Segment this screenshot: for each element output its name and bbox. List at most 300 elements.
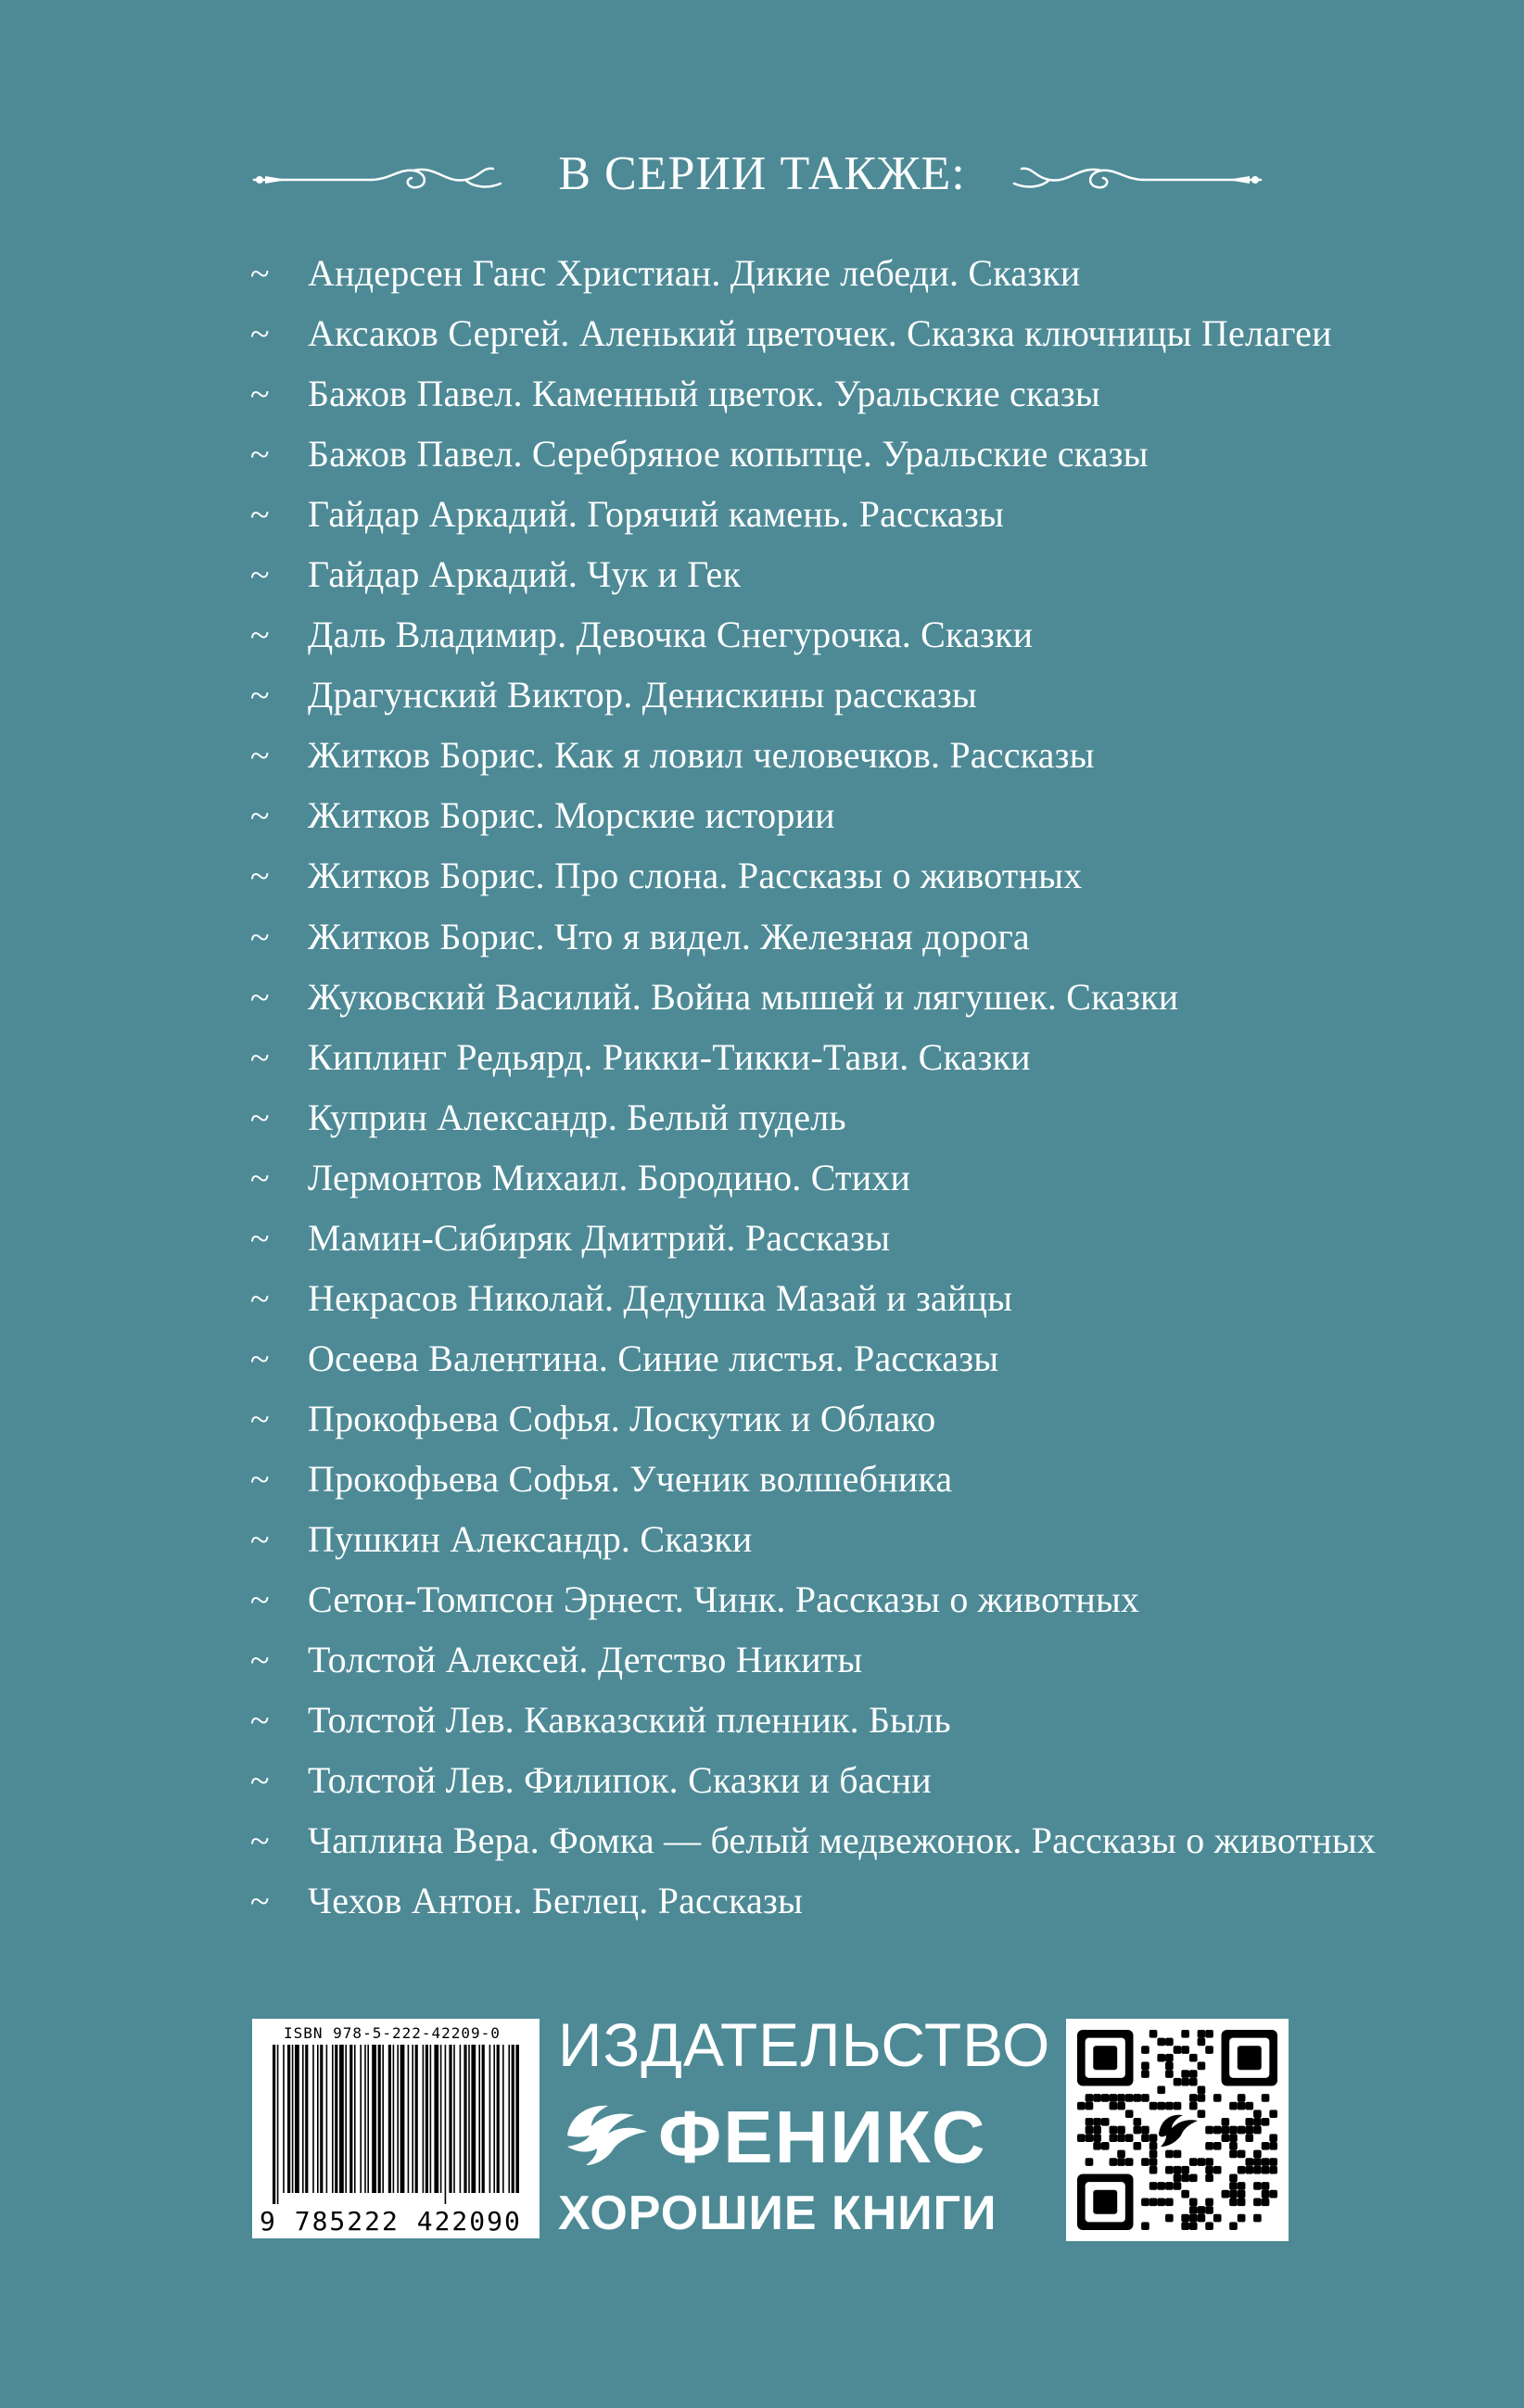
qr-module	[1093, 2134, 1101, 2142]
list-item	[250, 1870, 1376, 1931]
barcode-bar	[277, 2045, 279, 2204]
list-bullet: ~	[250, 1098, 270, 1138]
barcode-bar	[326, 2045, 328, 2193]
book-title: Андерсен Ганс Христиан. Дикие лебеди. Сказки	[308, 252, 1081, 294]
list-item	[250, 906, 1376, 967]
qr-module	[1205, 2126, 1213, 2135]
list-bullet: ~	[250, 255, 270, 294]
book-title: Прокофьева Софья. Ученик волшебника	[308, 1457, 953, 1500]
list-bullet: ~	[250, 1038, 270, 1078]
list-item	[250, 243, 1376, 303]
qr-module	[1093, 2126, 1101, 2135]
qr-module	[1205, 2046, 1213, 2054]
barcode-bar	[339, 2045, 344, 2193]
barcode-bar	[445, 2045, 447, 2204]
barcode-bar	[423, 2045, 425, 2193]
qr-module	[1157, 2102, 1165, 2110]
list-item	[250, 1208, 1376, 1268]
barcode-bar	[354, 2045, 356, 2193]
book-title: Прокофьева Софья. Лоскутик и Облако	[308, 1397, 936, 1439]
book-title: Некрасов Николай. Дедушка Мазай и зайцы	[308, 1276, 1013, 1319]
book-title: Аксаков Сергей. Аленький цветочек. Сказка ключницы Пелагеи	[308, 312, 1332, 355]
barcode-bar	[460, 2045, 462, 2193]
qr-module	[1253, 2118, 1262, 2126]
list-item	[250, 1087, 1376, 1147]
book-title: Мамин-Сибиряк Дмитрий. Рассказы	[308, 1216, 891, 1259]
qr-module	[1253, 2158, 1262, 2166]
qr-module	[1125, 2134, 1134, 2142]
qr-module	[1213, 2214, 1222, 2223]
barcode-bar	[382, 2045, 384, 2193]
qr-module	[1262, 2094, 1270, 2102]
barcode-bar	[367, 2045, 369, 2193]
qr-finder	[1238, 2046, 1262, 2070]
list-item	[250, 1147, 1376, 1208]
qr-module	[1117, 2094, 1125, 2102]
qr-module	[1213, 2094, 1222, 2102]
book-list	[250, 243, 1376, 1931]
qr-module	[1189, 2158, 1198, 2166]
book-title: Гайдар Аркадий. Горячий камень. Рассказы	[308, 493, 1005, 536]
qr-module	[1253, 2214, 1262, 2223]
qr-finder	[1093, 2190, 1117, 2214]
qr-module	[1245, 2118, 1253, 2126]
qr-module	[1141, 2158, 1149, 2166]
qr-module	[1269, 2110, 1277, 2118]
list-item	[250, 1388, 1376, 1449]
qr-module	[1141, 2046, 1149, 2054]
qr-module	[1165, 2182, 1174, 2190]
phoenix-bird-icon	[560, 2098, 653, 2171]
qr-module	[1198, 2094, 1206, 2102]
qr-module	[1229, 2126, 1238, 2135]
qr-module	[1238, 2182, 1246, 2190]
qr-module	[1253, 2110, 1262, 2118]
barcode-bar	[305, 2045, 308, 2193]
qr-module	[1117, 2134, 1125, 2142]
qr-module	[1269, 2158, 1277, 2166]
qr-module	[1269, 2142, 1277, 2150]
qr-module	[1125, 2158, 1134, 2166]
qr-module	[1110, 2102, 1118, 2110]
book-title: Бажов Павел. Серебряное копытце. Уральские сказы	[308, 433, 1149, 475]
barcode-bar	[287, 2045, 290, 2193]
qr-module	[1222, 2134, 1230, 2142]
list-item	[250, 845, 1376, 906]
qr-module	[1093, 2142, 1101, 2150]
qr-module	[1253, 2198, 1262, 2206]
qr-module	[1262, 2166, 1270, 2174]
book-title: Толстой Лев. Филипок. Сказки и басни	[308, 1759, 932, 1802]
barcode-bar	[471, 2045, 476, 2193]
barcode-bar	[302, 2045, 304, 2193]
barcode-bar	[489, 2045, 491, 2193]
list-item	[250, 604, 1376, 665]
qr-module	[1205, 2158, 1213, 2166]
qr-module	[1157, 2054, 1165, 2062]
qr-code	[1066, 2019, 1289, 2241]
qr-module	[1253, 2150, 1262, 2159]
qr-module	[1149, 2134, 1158, 2142]
qr-module	[1213, 2166, 1222, 2174]
qr-module	[1238, 2166, 1246, 2174]
barcode-bar	[364, 2045, 366, 2193]
qr-module	[1269, 2134, 1277, 2142]
qr-module	[1198, 2030, 1206, 2038]
qr-module	[1149, 2198, 1158, 2206]
list-bullet: ~	[250, 1219, 270, 1259]
qr-module	[1269, 2166, 1277, 2174]
list-item	[250, 1449, 1376, 1509]
barcode-bar	[295, 2045, 299, 2193]
qr-module	[1086, 2118, 1094, 2126]
qr-module	[1157, 2198, 1165, 2206]
qr-module	[1165, 2214, 1174, 2223]
list-item	[250, 967, 1376, 1027]
book-title: Жуковский Василий. Война мышей и лягушек. Сказки	[308, 975, 1179, 1018]
barcode-bar	[508, 2045, 510, 2193]
series-title: В СЕРИИ ТАКЖЕ:	[558, 147, 966, 200]
barcode-bar	[378, 2045, 381, 2193]
barcode-bar	[478, 2045, 480, 2193]
qr-module	[1165, 2102, 1174, 2110]
qr-module	[1141, 2070, 1149, 2078]
qr-code-icon	[1077, 2030, 1277, 2230]
qr-module	[1213, 2126, 1222, 2135]
qr-module	[1133, 2126, 1141, 2135]
barcode-bar	[388, 2045, 391, 2193]
qr-module	[1125, 2094, 1134, 2102]
qr-module	[1149, 2158, 1158, 2166]
qr-module	[1174, 2166, 1182, 2174]
list-item	[250, 544, 1376, 604]
isbn-number: ISBN 978-5-222-42209-0	[284, 2024, 501, 2042]
qr-module	[1165, 2062, 1174, 2071]
qr-finder	[1093, 2046, 1117, 2070]
list-bullet: ~	[250, 1520, 270, 1560]
list-bullet: ~	[250, 1822, 270, 1862]
series-header	[0, 139, 1524, 222]
qr-module	[1262, 2118, 1270, 2126]
qr-module	[1149, 2150, 1158, 2159]
qr-module	[1110, 2126, 1118, 2135]
qr-module	[1086, 2094, 1094, 2102]
qr-module	[1262, 2142, 1270, 2150]
qr-module	[1110, 2134, 1118, 2142]
qr-module	[1198, 2038, 1206, 2047]
barcode-bar	[273, 2045, 275, 2204]
list-bullet: ~	[250, 737, 270, 777]
qr-module	[1086, 2158, 1094, 2166]
qr-module	[1174, 2174, 1182, 2183]
qr-module	[1110, 2094, 1118, 2102]
qr-module	[1213, 2142, 1222, 2150]
qr-module	[1149, 2030, 1158, 2038]
barcode-bar	[512, 2045, 514, 2193]
list-item	[250, 1750, 1376, 1810]
qr-module	[1149, 2142, 1158, 2150]
barcode-bar	[360, 2045, 362, 2193]
barcode-bar	[317, 2045, 319, 2193]
qr-module	[1189, 2198, 1198, 2206]
qr-module	[1238, 2214, 1246, 2223]
qr-module	[1157, 2038, 1165, 2047]
barcode-bar	[320, 2045, 323, 2193]
barcode-icon	[273, 2045, 519, 2204]
qr-module	[1117, 2150, 1125, 2159]
book-title: Киплинг Редьярд. Рикки-Тикки-Тави. Сказки	[308, 1035, 1031, 1078]
qr-module	[1229, 2134, 1238, 2142]
barcode-bar	[397, 2045, 399, 2193]
qr-module	[1165, 2070, 1174, 2078]
list-item	[250, 1569, 1376, 1629]
list-bullet: ~	[250, 677, 270, 716]
qr-module	[1086, 2102, 1094, 2110]
qr-module	[1165, 2198, 1174, 2206]
qr-module	[1229, 2222, 1238, 2230]
qr-module	[1174, 2182, 1182, 2190]
qr-module	[1181, 2078, 1189, 2086]
qr-module	[1101, 2118, 1110, 2126]
barcode-bar	[453, 2045, 455, 2193]
ornament-right-icon	[968, 163, 1264, 196]
qr-module	[1141, 2126, 1149, 2135]
qr-module	[1141, 2094, 1149, 2102]
book-title: Чехов Антон. Беглец. Рассказы	[308, 1880, 804, 1922]
barcode-bar	[345, 2045, 347, 2193]
qr-module	[1117, 2102, 1125, 2110]
barcode-bar	[497, 2045, 500, 2193]
qr-module	[1238, 2190, 1246, 2199]
qr-module	[1238, 2126, 1246, 2135]
qr-module	[1174, 2078, 1182, 2086]
barcode-bar	[430, 2045, 432, 2193]
list-bullet: ~	[250, 315, 270, 355]
qr-module	[1181, 2174, 1189, 2183]
qr-module	[1205, 2206, 1213, 2214]
qr-module	[1181, 2214, 1189, 2223]
qr-module	[1086, 2126, 1094, 2135]
isbn-barcode	[252, 2019, 540, 2238]
qr-module	[1174, 2150, 1182, 2159]
list-item	[250, 665, 1376, 725]
qr-module	[1262, 2198, 1270, 2206]
qr-module	[1245, 2158, 1253, 2166]
list-item	[250, 363, 1376, 424]
qr-module	[1205, 2030, 1213, 2038]
list-bullet: ~	[250, 1460, 270, 1500]
qr-module	[1205, 2222, 1213, 2230]
qr-module	[1189, 2078, 1198, 2086]
list-item	[250, 1027, 1376, 1087]
qr-module	[1165, 2054, 1174, 2062]
qr-module	[1141, 2198, 1149, 2206]
qr-module	[1245, 2134, 1253, 2142]
qr-module	[1238, 2150, 1246, 2159]
barcode-bar	[493, 2045, 495, 2193]
list-bullet: ~	[250, 857, 270, 897]
qr-module	[1157, 2085, 1165, 2094]
barcode-bar	[449, 2045, 451, 2193]
qr-module	[1093, 2118, 1101, 2126]
book-title: Пушкин Александр. Сказки	[308, 1517, 753, 1560]
qr-module	[1229, 2102, 1238, 2110]
barcode-bar	[400, 2045, 405, 2193]
publisher-line3: ХОРОШИЕ КНИГИ	[558, 2186, 997, 2240]
qr-center-logo	[1159, 2115, 1198, 2147]
qr-module	[1198, 2158, 1206, 2166]
qr-module	[1229, 2182, 1238, 2190]
barcode-bar	[425, 2045, 428, 2193]
book-title: Сетон-Томпсон Эрнест. Чинк. Рассказы о животных	[308, 1578, 1140, 1621]
barcode-bar	[408, 2045, 410, 2193]
book-title: Житков Борис. Как я ловил человечков. Рассказы	[308, 734, 1095, 777]
qr-module	[1198, 2214, 1206, 2223]
barcode-bar	[312, 2045, 314, 2193]
qr-module	[1174, 2046, 1182, 2054]
list-item	[250, 424, 1376, 484]
qr-module	[1189, 2070, 1198, 2078]
qr-module	[1253, 2126, 1262, 2135]
barcode-bar	[482, 2045, 485, 2193]
qr-module	[1157, 2182, 1165, 2190]
list-bullet: ~	[250, 1641, 270, 1681]
qr-module	[1077, 2134, 1086, 2142]
qr-module	[1189, 2102, 1198, 2110]
list-bullet: ~	[250, 978, 270, 1018]
qr-module	[1181, 2046, 1189, 2054]
qr-module	[1189, 2174, 1198, 2183]
list-item	[250, 1509, 1376, 1569]
book-title: Бажов Павел. Каменный цветок. Уральские сказы	[308, 373, 1100, 415]
book-title: Чаплина Вера. Фомка — белый медвежонок. Рассказы о животных	[308, 1819, 1377, 1862]
qr-module	[1238, 2094, 1246, 2102]
barcode-digits: 9 785222 422090	[260, 2206, 522, 2237]
barcode-bar	[440, 2045, 442, 2193]
qr-module	[1149, 2102, 1158, 2110]
barcode-bar	[372, 2045, 376, 2193]
qr-module	[1205, 2198, 1213, 2206]
list-bullet: ~	[250, 375, 270, 415]
qr-module	[1181, 2166, 1189, 2174]
qr-module	[1229, 2190, 1238, 2199]
qr-module	[1165, 2038, 1174, 2047]
qr-module	[1174, 2102, 1182, 2110]
barcode-bar	[335, 2045, 337, 2193]
barcode-bar	[468, 2045, 470, 2193]
list-bullet: ~	[250, 556, 270, 596]
list-bullet: ~	[250, 1882, 270, 1922]
qr-module	[1141, 2062, 1149, 2071]
qr-module	[1125, 2110, 1134, 2118]
list-item	[250, 1328, 1376, 1388]
list-item	[250, 1810, 1376, 1870]
barcode-bar	[283, 2045, 285, 2193]
list-item	[250, 785, 1376, 845]
qr-module	[1222, 2118, 1230, 2126]
barcode-bar	[502, 2045, 504, 2193]
qr-module	[1229, 2198, 1238, 2206]
qr-module	[1117, 2158, 1125, 2166]
list-bullet: ~	[250, 1400, 270, 1439]
list-item	[250, 484, 1376, 544]
list-item	[250, 1268, 1376, 1328]
book-title: Драгунский Виктор. Денискины рассказы	[308, 674, 977, 716]
qr-module	[1269, 2190, 1277, 2199]
qr-module	[1141, 2222, 1149, 2230]
qr-module	[1262, 2182, 1270, 2190]
book-title: Даль Владимир. Девочка Снегурочка. Сказки	[308, 614, 1034, 656]
qr-module	[1253, 2182, 1262, 2190]
qr-module	[1198, 2206, 1206, 2214]
qr-module	[1189, 2222, 1198, 2230]
list-bullet: ~	[250, 1279, 270, 1319]
qr-module	[1133, 2118, 1141, 2126]
barcode-bar	[292, 2045, 294, 2193]
barcode-bar	[332, 2045, 334, 2193]
qr-module	[1077, 2102, 1086, 2110]
list-bullet: ~	[250, 797, 270, 837]
qr-module	[1189, 2054, 1198, 2062]
qr-module	[1262, 2190, 1270, 2199]
qr-module	[1181, 2030, 1189, 2038]
book-title: Осеева Валентина. Синие листья. Рассказы	[308, 1337, 999, 1379]
publisher-logo	[556, 2009, 1051, 2250]
qr-module	[1181, 2070, 1189, 2078]
book-title: Житков Борис. Что я видел. Железная дорога	[308, 915, 1030, 957]
barcode-bar	[349, 2045, 352, 2193]
qr-module	[1222, 2190, 1230, 2199]
qr-module	[1262, 2158, 1270, 2166]
book-title: Гайдар Аркадий. Чук и Гек	[308, 553, 742, 596]
qr-module	[1245, 2166, 1253, 2174]
qr-module	[1238, 2102, 1246, 2110]
book-title: Житков Борис. Про слона. Рассказы о животных	[308, 855, 1083, 897]
book-title: Житков Борис. Морские истории	[308, 794, 835, 837]
book-title: Толстой Алексей. Детство Никиты	[308, 1639, 863, 1681]
qr-module	[1229, 2174, 1238, 2183]
publisher-line2: ФЕНИКС	[658, 2096, 987, 2178]
qr-module	[1189, 2214, 1198, 2223]
qr-module	[1086, 2134, 1094, 2142]
qr-module	[1222, 2126, 1230, 2135]
qr-module	[1189, 2094, 1198, 2102]
publisher-line1: ИЗДАТЕЛЬСТВО	[558, 2010, 1051, 2079]
list-bullet: ~	[250, 1702, 270, 1742]
qr-module	[1117, 2126, 1125, 2135]
barcode-bar	[434, 2045, 438, 2193]
list-bullet: ~	[250, 918, 270, 957]
qr-module	[1253, 2166, 1262, 2174]
qr-module	[1101, 2142, 1110, 2150]
qr-module	[1245, 2126, 1253, 2135]
qr-module	[1205, 2142, 1213, 2150]
book-title: Толстой Лев. Кавказский пленник. Быль	[308, 1699, 951, 1742]
book-title: Лермонтов Михаил. Бородино. Стихи	[308, 1156, 911, 1198]
list-bullet: ~	[250, 1581, 270, 1621]
qr-module	[1229, 2142, 1238, 2150]
qr-module	[1189, 2206, 1198, 2214]
qr-module	[1181, 2190, 1189, 2199]
list-item	[250, 303, 1376, 363]
qr-module	[1229, 2150, 1238, 2159]
qr-module	[1101, 2094, 1110, 2102]
list-bullet: ~	[250, 496, 270, 536]
list-bullet: ~	[250, 1762, 270, 1802]
qr-module	[1181, 2222, 1189, 2230]
list-bullet: ~	[250, 1159, 270, 1198]
qr-module	[1093, 2094, 1101, 2102]
